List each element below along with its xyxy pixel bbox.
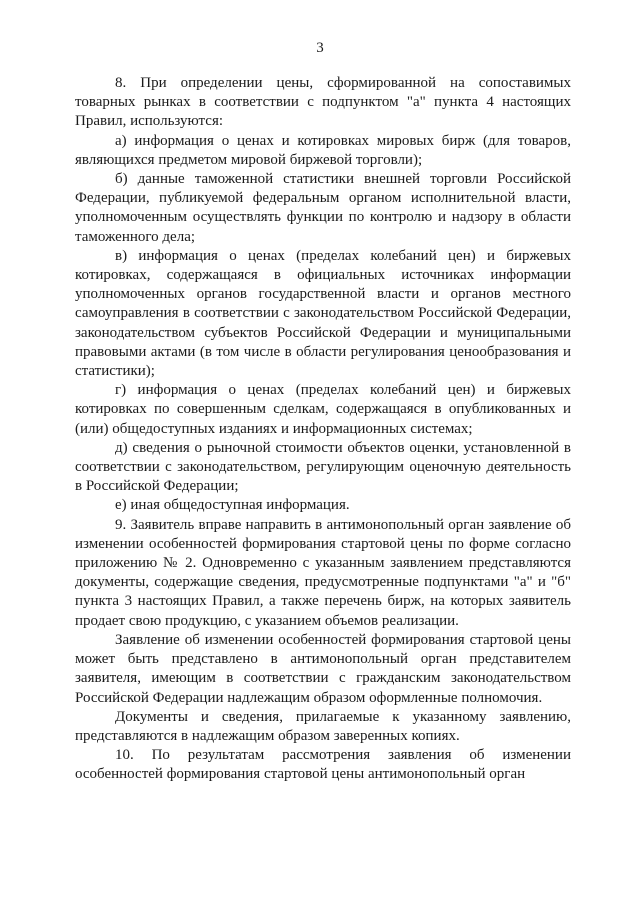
page-number: 3 — [316, 40, 324, 56]
paragraph-8b: б) данные таможенной статистики внешней торговли Российской Федерации, публикуемой федеральным органом исполнительной власти, уполномоченным осуществлять функции по контролю и надзору в области таможенного дела; — [75, 171, 571, 245]
paragraph-9-representative: Заявление об изменении особенностей формирования стартовой цены может быть представлено в антимонопольный орган представителем заявителя, имеющим в соответствии с гражданским законодательством Российской Федерации надлежащим образом оформленные полномочия. — [75, 631, 571, 706]
paragraph-8e: е) иная общедоступная информация. — [115, 497, 350, 514]
paragraph-10: 10. По результатам рассмотрения заявления об изменении особенностей формирования стартовой цены антимонопольный орган — [75, 747, 571, 783]
paragraph-9-copies: Документы и сведения, прилагаемые к указанному заявлению, представляются в надлежащим образом заверенных копиях. — [75, 708, 571, 744]
paragraph-8g: г) информация о ценах (пределах колебаний цен) и биржевых котировках по совершенным сделкам, содержащаяся в опубликованных и (или) общедоступных изданиях и информационных системах; — [75, 382, 571, 437]
paragraph-8d: д) сведения о рыночной стоимости объектов оценки, установленной в соответствии с законодательством, регулирующим оценочную деятельность в Российской Федерации; — [75, 439, 571, 495]
paragraph-9: 9. Заявитель вправе направить в антимонопольный орган заявление об изменении особенностей формирования стартовой цены по форме согласно приложению № 2. Одновременно с указанным заявлением представляются документы, содержащие сведения, предусмотренные подпунктами "а" и "б" пункта 3 настоящих Правил, а также перечень бирж, на которых заявитель продает свою продукцию, с указанием объемов реализации. — [75, 516, 571, 629]
document-body — [75, 74, 571, 785]
paragraph-8: 8. При определении цены, сформированной на сопоставимых товарных рынках в соответствии с подпунктом "а" пункта 4 настоящих Правил, используются: — [75, 75, 571, 130]
paragraph-8v: в) информация о ценах (пределах колебаний цен) и биржевых котировках, содержащаяся в официальных источниках информации уполномоченных органов государственной власти и органов местного самоуправления в соответствии с законодательством Российской Федерации, законодательством субъектов Российской Федерации и муниципальными правовыми актами (в том числе в области регулирования ценообразования и статистики); — [75, 247, 571, 380]
paragraph-8a: а) информация о ценах и котировках мировых бирж (для товаров, являющихся предметом мировой биржевой торговли); — [75, 132, 571, 168]
